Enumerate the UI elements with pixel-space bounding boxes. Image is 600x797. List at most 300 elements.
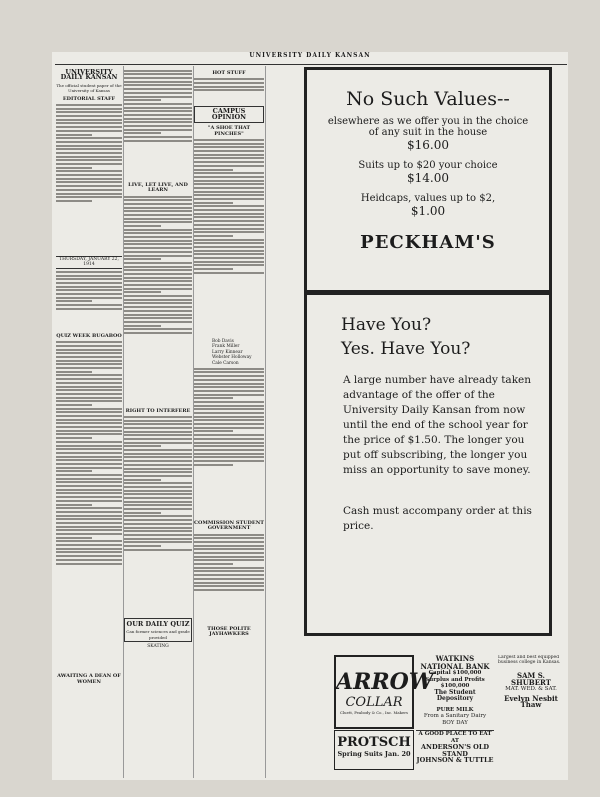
column-3	[194, 68, 264, 778]
text-line	[124, 140, 192, 142]
text-line	[56, 156, 122, 158]
text-block	[194, 368, 264, 518]
text-line	[124, 538, 192, 540]
text-line	[56, 148, 122, 150]
text-line	[56, 185, 122, 187]
text-line	[56, 448, 122, 450]
text-line	[194, 257, 264, 259]
text-line	[56, 470, 92, 472]
text-line	[194, 246, 264, 248]
text-line	[124, 482, 192, 484]
text-line	[124, 266, 192, 268]
text-line	[194, 445, 264, 447]
text-line	[124, 549, 192, 551]
text-line	[194, 423, 264, 425]
text-block	[194, 534, 264, 624]
text-line	[124, 325, 161, 327]
text-line	[56, 433, 122, 435]
protsch-ad	[334, 730, 414, 770]
text-line	[56, 363, 122, 365]
text-line	[56, 533, 122, 535]
text-line	[56, 555, 122, 557]
text-line	[124, 199, 192, 201]
ad-body: A large number have already taken advantage of the offer of the University Daily Kansan from now until the end of the school year for the price of $1.50. The longer you put off subscribing, the longer you miss an opportunity to save money.	[343, 374, 532, 476]
text-line	[194, 390, 264, 392]
ad-price: $14.00	[407, 171, 449, 185]
text-line	[124, 332, 192, 334]
text-line	[194, 548, 264, 550]
text-line	[124, 125, 192, 127]
text-line	[56, 278, 122, 280]
text-line	[56, 426, 122, 428]
ad-price: $1.00	[410, 204, 446, 218]
text-line	[124, 493, 192, 495]
text-line	[56, 415, 122, 417]
text-line	[194, 563, 233, 565]
text-line	[124, 295, 192, 297]
text-line	[194, 386, 264, 388]
text-line	[124, 519, 192, 521]
text-line	[194, 585, 264, 587]
text-line	[124, 110, 192, 112]
signer: Cale Carson	[212, 360, 239, 366]
text-line	[194, 537, 264, 539]
text-line	[56, 456, 122, 458]
text-line	[56, 485, 122, 487]
text-line	[194, 154, 264, 156]
text-line	[194, 183, 264, 185]
text-line	[194, 430, 233, 432]
text-line	[56, 474, 122, 476]
text-line	[194, 209, 264, 211]
text-line	[56, 489, 122, 491]
text-line	[194, 379, 264, 381]
text-line	[56, 282, 122, 284]
text-line	[124, 214, 192, 216]
text-line	[56, 189, 122, 191]
text-line	[56, 551, 122, 553]
text-line	[124, 258, 161, 260]
text-line	[194, 268, 233, 270]
text-line	[56, 389, 122, 391]
text-line	[124, 210, 192, 212]
text-line	[124, 497, 192, 499]
article-heading: LIVE, LET LIVE, AND LEARN	[128, 181, 188, 194]
text-line	[194, 438, 264, 440]
bank-surplus: Surplus and Profits $100,000	[425, 676, 485, 689]
text-line	[124, 118, 192, 120]
text-line	[194, 220, 264, 222]
signer: Bob Davis	[212, 339, 234, 345]
text-line	[124, 247, 192, 249]
text-line	[124, 277, 192, 279]
text-block	[56, 341, 122, 671]
text-line	[124, 534, 192, 536]
column-2	[124, 68, 192, 778]
text-line	[56, 352, 122, 354]
maker-name: Cluett, Peabody & Co., Inc. Makers	[340, 710, 408, 715]
text-line	[124, 508, 192, 510]
ad-text: Suits up to $20 your choice	[358, 160, 498, 171]
text-line	[194, 250, 264, 252]
signer: Frank Miller	[212, 344, 240, 350]
text-line	[124, 468, 192, 470]
text-line	[194, 198, 264, 200]
milk-sub: From a Sanitary Dairy	[423, 713, 487, 719]
text-line	[194, 150, 264, 152]
top-rule	[55, 64, 567, 65]
text-line	[194, 205, 264, 207]
text-line	[124, 479, 161, 481]
column-rule	[265, 66, 266, 778]
text-line	[124, 427, 192, 429]
staff-list	[56, 104, 122, 254]
text-block	[56, 271, 122, 331]
text-block	[124, 196, 192, 406]
quiz-subtitle: Can former sciences and grade provided	[126, 629, 190, 640]
ad-price: $16.00	[407, 138, 449, 152]
arrow-collar-ad	[334, 655, 434, 729]
text-line	[124, 471, 192, 473]
text-line	[56, 345, 122, 347]
text-line	[56, 378, 122, 380]
text-line	[124, 255, 192, 257]
text-line	[56, 404, 92, 406]
text-line	[56, 518, 122, 520]
text-line	[124, 453, 192, 455]
text-line	[194, 442, 264, 444]
text-line	[194, 456, 264, 458]
text-line	[124, 96, 192, 98]
text-line	[56, 492, 122, 494]
text-line	[56, 286, 122, 288]
text-line	[124, 490, 192, 492]
text-line	[56, 371, 92, 373]
text-line	[56, 419, 122, 421]
text-line	[194, 574, 264, 576]
text-line	[124, 196, 192, 198]
text-line	[56, 559, 122, 561]
text-line	[194, 534, 264, 536]
text-line	[124, 136, 192, 138]
text-line	[194, 172, 264, 174]
text-line	[194, 213, 264, 215]
text-line	[56, 119, 122, 121]
text-block	[194, 78, 264, 104]
text-line	[124, 527, 192, 529]
text-line	[56, 130, 122, 132]
text-line	[56, 540, 122, 542]
text-line	[194, 253, 264, 255]
text-line	[56, 526, 122, 528]
text-line	[194, 460, 264, 462]
text-line	[124, 132, 161, 134]
eat-head: A GOOD PLACE TO EAT AT	[416, 730, 494, 744]
owners-name: JOHNSON & TUTTLE	[416, 756, 494, 764]
masthead: UNIVERSITY DAILY KANSAN	[249, 52, 371, 59]
actor-name: Evelyn Nesbit Thaw	[504, 693, 558, 709]
text-line	[56, 478, 122, 480]
text-line	[194, 191, 264, 193]
text-line	[194, 235, 233, 237]
text-line	[124, 416, 192, 418]
text-line	[56, 349, 122, 351]
text-line	[56, 400, 122, 402]
text-line	[124, 114, 192, 116]
text-line	[124, 81, 192, 83]
text-line	[56, 122, 122, 124]
text-line	[56, 481, 122, 483]
text-line	[194, 216, 264, 218]
quiz-heading: OUR DAILY QUIZ	[126, 619, 190, 628]
text-line	[56, 196, 122, 198]
text-line	[124, 299, 192, 301]
text-line	[194, 224, 264, 226]
text-line	[194, 239, 264, 241]
text-line	[194, 578, 264, 580]
protsch-line: Spring Suits Jan. 20	[337, 750, 411, 758]
text-line	[124, 475, 192, 477]
text-line	[124, 310, 192, 312]
text-line	[124, 438, 192, 440]
ad-footer: Cash must accompany order at this price.	[343, 505, 532, 532]
text-line	[56, 271, 122, 273]
text-line	[124, 423, 192, 425]
column-1	[56, 68, 122, 778]
text-line	[56, 115, 122, 117]
text-line	[194, 582, 264, 584]
text-line	[194, 416, 264, 418]
text-line	[194, 375, 264, 377]
text-line	[194, 427, 264, 429]
text-line	[194, 570, 264, 572]
text-line	[56, 134, 92, 136]
text-line	[194, 231, 264, 233]
text-line	[124, 232, 192, 234]
text-line	[124, 317, 192, 319]
text-line	[194, 464, 233, 466]
text-line	[194, 143, 264, 145]
text-line	[124, 442, 192, 444]
text-line	[56, 382, 122, 384]
text-line	[194, 541, 264, 543]
text-line	[56, 529, 122, 531]
text-line	[56, 430, 122, 432]
bank-capital: Capital $100,000	[428, 670, 482, 676]
section-heading-box	[194, 106, 264, 123]
text-line	[194, 194, 264, 196]
text-block	[124, 70, 192, 180]
text-line	[194, 187, 264, 189]
text-line	[56, 275, 122, 277]
text-line	[56, 170, 122, 172]
paper-subtitle: The official student paper of the University of Kansas	[56, 82, 122, 94]
text-line	[56, 297, 122, 299]
text-line	[194, 405, 264, 407]
shubert-days: MAT. WED. & SAT.	[505, 686, 557, 692]
shubert-ad	[498, 655, 564, 773]
text-line	[124, 129, 192, 131]
college-ad: Largest and best equipped business college in Kansas.	[498, 655, 561, 665]
text-line	[124, 288, 192, 290]
text-line	[124, 328, 192, 330]
text-line	[56, 548, 122, 550]
text-line	[56, 386, 122, 388]
text-line	[194, 412, 264, 414]
text-line	[194, 383, 264, 385]
text-line	[56, 544, 122, 546]
section-heading: CAMPUS OPINION	[211, 107, 247, 121]
text-line	[194, 82, 264, 84]
article-heading: QUIZ WEEK BUGABOO	[56, 332, 122, 339]
milk-head: PURE MILK	[436, 706, 474, 713]
text-line	[56, 159, 122, 161]
text-line	[56, 108, 122, 110]
text-line	[56, 300, 92, 302]
text-line	[56, 289, 122, 291]
text-line	[56, 459, 122, 461]
text-line	[56, 467, 122, 469]
text-line	[194, 371, 264, 373]
text-line	[124, 456, 192, 458]
signers	[194, 339, 264, 366]
quiz-item: SKATING	[147, 644, 169, 650]
text-line	[124, 121, 192, 123]
text-line	[124, 504, 192, 506]
text-line	[56, 308, 122, 310]
text-line	[124, 280, 192, 282]
text-line	[124, 92, 192, 94]
brand-name: ARROW	[336, 669, 434, 695]
text-line	[124, 515, 192, 517]
article-heading: THOSE POLITE JAYHAWKERS	[207, 625, 251, 637]
text-line	[194, 161, 264, 163]
kansan-subscription-ad	[304, 292, 552, 636]
text-line	[56, 452, 122, 454]
text-line	[56, 141, 122, 143]
text-line	[194, 272, 264, 274]
dairy-name: BOY DAY	[442, 719, 468, 726]
text-line	[56, 515, 122, 517]
text-block	[194, 139, 264, 339]
text-line	[56, 393, 122, 395]
shubert-name: SAM S. SHUBERT	[511, 671, 551, 687]
text-line	[124, 73, 192, 75]
watkins-bank-ad	[416, 655, 494, 773]
article-heading: AWAITING A DEAN OF WOMEN	[57, 673, 121, 685]
ad-text: Heidcaps, values up to $2,	[360, 193, 496, 204]
bank-name: WATKINS NATIONAL BANK	[420, 655, 490, 671]
text-line	[124, 240, 192, 242]
text-line	[124, 512, 161, 514]
text-line	[194, 567, 264, 569]
text-line	[56, 437, 92, 439]
text-line	[124, 70, 192, 72]
text-line	[124, 460, 192, 462]
article-heading: HOT STUFF	[212, 70, 246, 76]
date-line: THURSDAY, JANUARY 22, 1914	[56, 256, 122, 269]
article-heading: COMMISSION STUDENT GOVERNMENT	[194, 519, 264, 532]
text-line	[194, 408, 264, 410]
text-line	[194, 139, 264, 141]
text-line	[56, 126, 122, 128]
text-line	[124, 77, 192, 79]
text-line	[194, 434, 264, 436]
text-line	[56, 137, 122, 139]
text-line	[194, 419, 264, 421]
bank-tagline: The Student Depository	[434, 688, 476, 702]
text-line	[194, 261, 264, 263]
text-line	[124, 541, 192, 543]
text-line	[194, 86, 264, 88]
text-line	[56, 507, 122, 509]
text-line	[124, 88, 192, 90]
text-line	[56, 193, 122, 195]
peckham-ad	[304, 67, 552, 293]
text-line	[124, 291, 161, 293]
text-line	[124, 203, 192, 205]
text-line	[194, 556, 264, 558]
text-line	[124, 545, 161, 547]
text-line	[124, 314, 192, 316]
paper-title: UNIVERSITY DAILY KANSAN	[60, 68, 118, 82]
text-line	[56, 163, 122, 165]
text-line	[124, 221, 192, 223]
text-line	[124, 103, 192, 105]
text-line	[124, 449, 192, 451]
text-line	[194, 169, 233, 171]
text-line	[56, 411, 122, 413]
text-line	[56, 511, 122, 513]
text-line	[194, 453, 264, 455]
text-line	[56, 422, 122, 424]
text-line	[56, 563, 122, 565]
text-line	[124, 262, 192, 264]
text-line	[194, 397, 233, 399]
text-line	[124, 306, 192, 308]
text-line	[56, 111, 122, 113]
text-line	[194, 559, 264, 561]
ad-headline: Yes. Have You?	[341, 339, 471, 359]
ad-text: elsewhere as we offer you in the choice of any suit in the house	[327, 116, 529, 138]
text-line	[56, 504, 92, 506]
staff-heading: EDITORIAL STAFF	[62, 95, 116, 102]
text-line	[56, 445, 122, 447]
text-line	[56, 356, 122, 358]
text-line	[56, 441, 122, 443]
text-line	[56, 500, 122, 502]
text-line	[194, 449, 264, 451]
text-line	[56, 360, 122, 362]
text-line	[124, 107, 192, 109]
text-line	[124, 434, 192, 436]
text-line	[124, 225, 161, 227]
text-line	[194, 242, 264, 244]
text-line	[194, 176, 264, 178]
text-line	[194, 228, 264, 230]
text-line	[194, 89, 264, 91]
ad-headline: Have You?	[341, 315, 432, 335]
text-line	[56, 178, 122, 180]
text-line	[124, 229, 192, 231]
text-line	[124, 321, 192, 323]
text-line	[56, 408, 122, 410]
text-line	[124, 269, 192, 271]
text-line	[124, 431, 192, 433]
signer: Larry Kinnear	[212, 349, 243, 355]
text-line	[124, 302, 192, 304]
text-line	[124, 445, 161, 447]
